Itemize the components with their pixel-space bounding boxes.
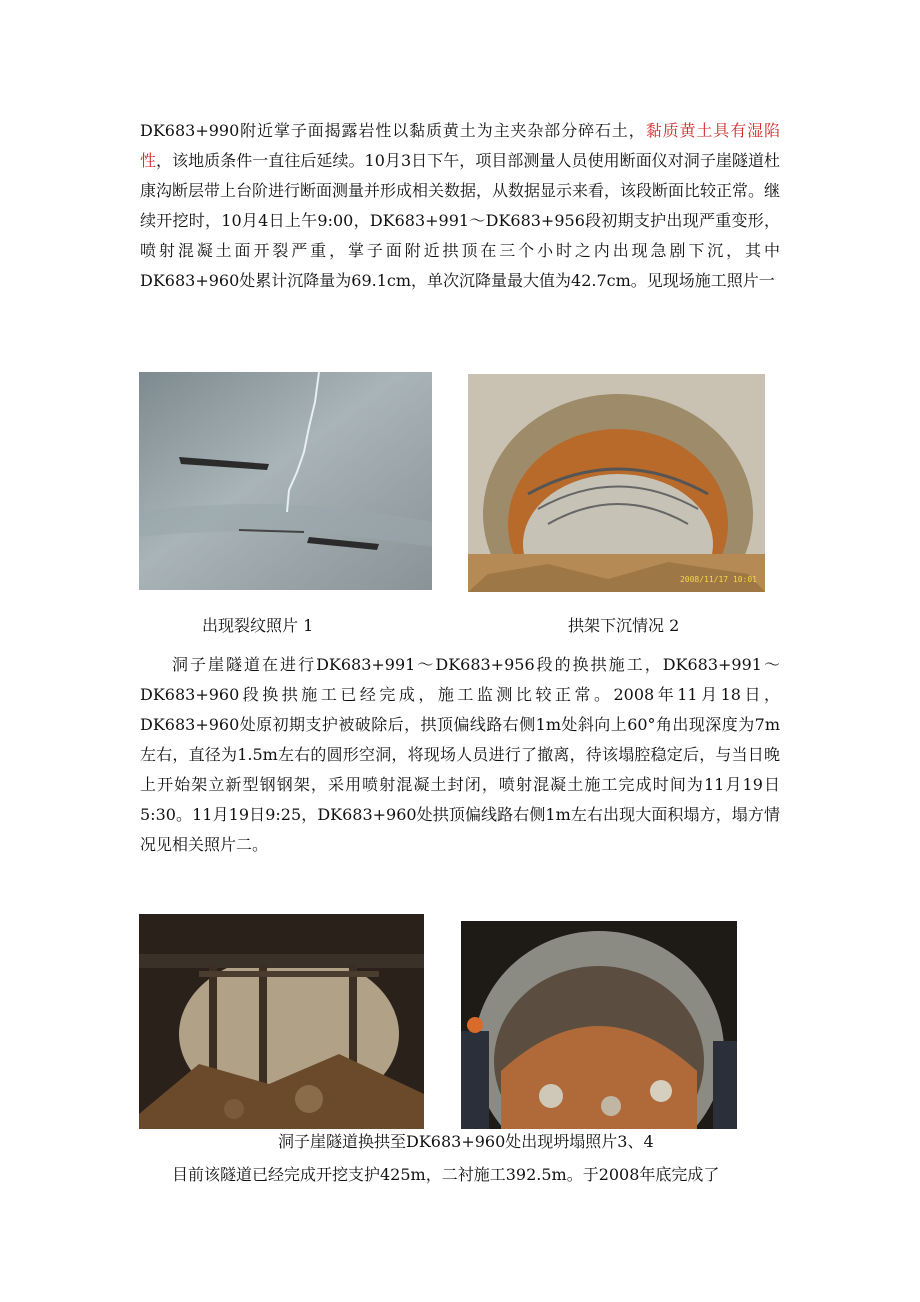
paragraph-1 <box>140 116 780 296</box>
caption-photo-3-4: 洞子崖隧道换拱至DK683+960处出现坍塌照片3、4 <box>278 1132 654 1151</box>
caption-photo-1: 出现裂纹照片 1 <box>202 616 314 635</box>
photo-arch-subsidence <box>468 374 765 592</box>
paragraph-3: 目前该隧道已经完成开挖支护425m，二衬施工392.5m。于2008年底完成了 <box>172 1165 720 1184</box>
photo-collapse-3 <box>139 914 424 1129</box>
photo-collapse-4 <box>461 921 737 1129</box>
paragraph-1-text-a: DK683+990附近掌子面揭露岩性以黏质黄土为主夹杂部分碎石土， <box>140 121 646 140</box>
paragraph-1-text-b: ，该地质条件一直往后延续。10月3日下午，项目部测量人员使用断面仪对洞子崖隧道杜康沟断层带上台阶进行断面测量并形成相关数据，从数据显示来看，该段断面比较正常。继续开挖时，10月4日上午9:00，DK683+991～DK683+956段初期支护出现严重变形，喷射混凝土面开裂严重，掌子面附近拱顶在三个小时之内出现急剧下沉，其中DK683+960处累计沉降量为69.1cm，单次沉降量最大值为42.7cm。见现场施工照片一 <box>140 151 781 290</box>
highlighted-text: 黏质黄土具有湿陷性 <box>140 121 780 170</box>
caption-photo-2: 拱架下沉情况 2 <box>568 616 680 635</box>
photo-timestamp: 2008/11/17 10:01 <box>679 575 757 584</box>
paragraph-2: 洞子崖隧道在进行DK683+991～DK683+956段的换拱施工，DK683+991～DK683+960段换拱施工已经完成，施工监测比较正常。2008年11月18日，DK683+960处原初期支护被破除后，拱顶偏线路右侧1m处斜向上60°角出现深度为7m左右，直径为1.5m左右的圆形空洞，将现场人员进行了撤离，待该塌腔稳定后，与当日晚上开始架立新型钢钢架，采用喷射混凝土封闭，喷射混凝土施工完成时间为11月19日5:30。11月19日9:25，DK683+960处拱顶偏线路右侧1m左右出现大面积塌方，塌方情况见相关照片二。 <box>140 655 780 854</box>
photo-crack <box>139 372 432 590</box>
